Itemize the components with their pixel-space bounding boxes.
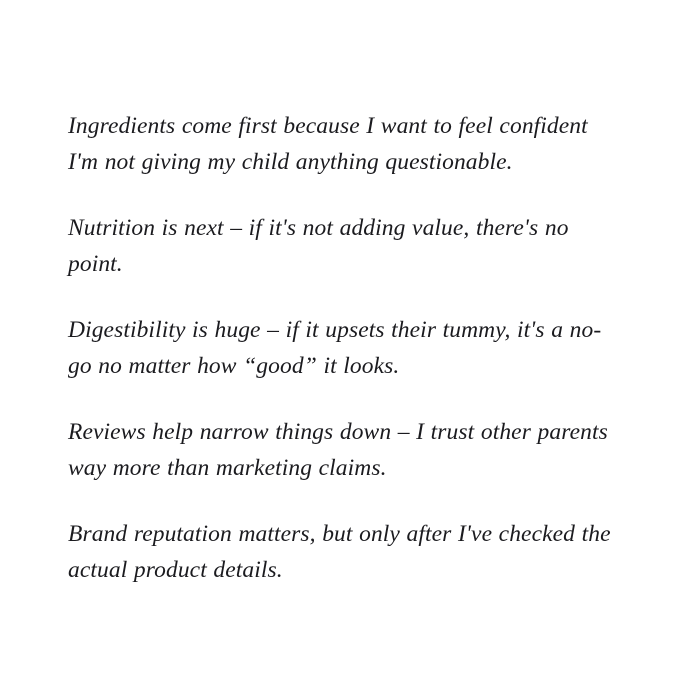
document-text-block <box>68 108 624 588</box>
paragraph-nutrition: Nutrition is next – if it's not adding value, there's no point. <box>68 215 569 277</box>
paragraph-brand-reputation: Brand reputation matters, but only after I've checked the actual product details. <box>68 521 611 583</box>
paragraph-digestibility: Digestibility is huge – if it upsets their tummy, it's a no-go no matter how “good” it looks. <box>68 317 602 379</box>
paragraph-ingredients: Ingredients come first because I want to feel confident I'm not giving my child anything questionable. <box>68 113 588 175</box>
paragraph-reviews: Reviews help narrow things down – I trust other parents way more than marketing claims. <box>68 419 608 481</box>
